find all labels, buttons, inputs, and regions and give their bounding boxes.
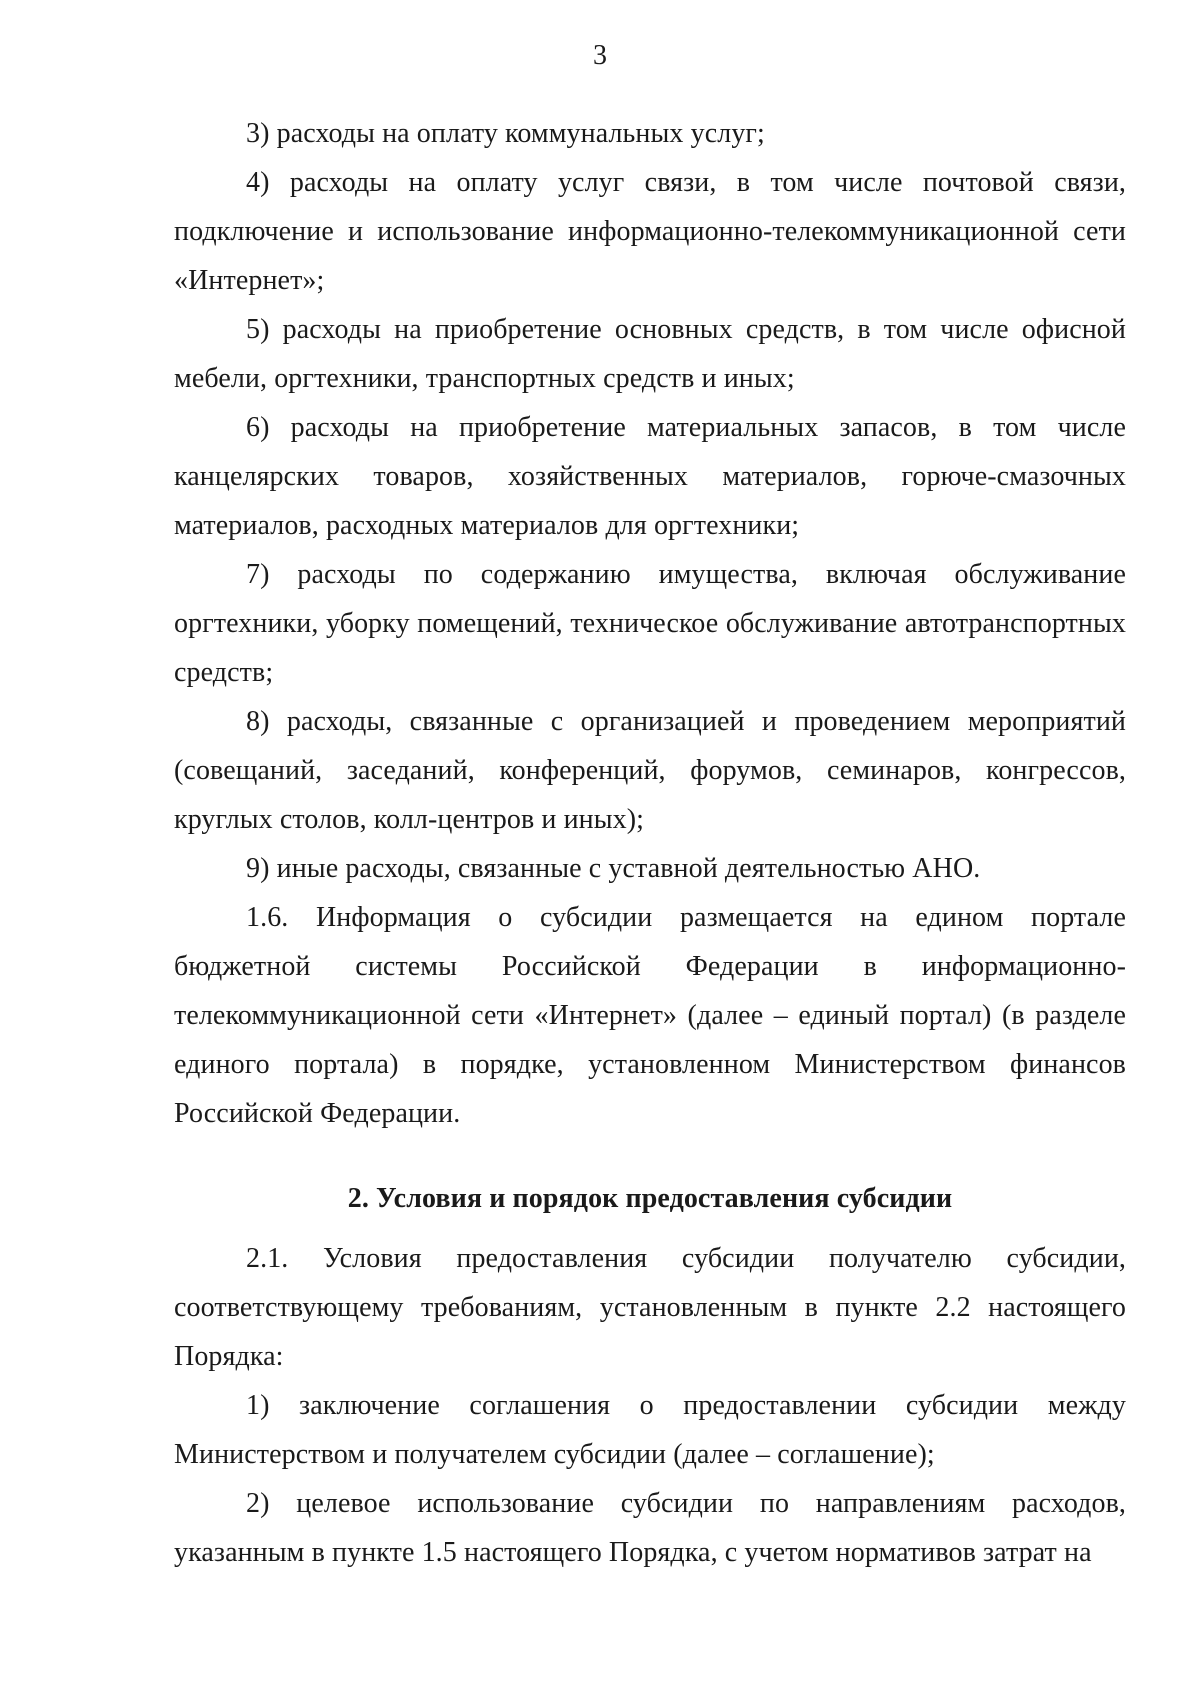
paragraph-item-3: 3) расходы на оплату коммунальных услуг;: [246, 118, 765, 149]
paragraph-clause-1-6: 1.6. Информация о субсидии размещается на едином портале бюджетной системы Российской Федерации в информационно-телекоммуникационной сети «Интернет» (далее – единый портал) (в разделе единого портала) в порядке, установленном Министерством финансов Российской Федерации.: [174, 902, 1126, 1129]
paragraph-item-6: 6) расходы на приобретение материальных запасов, в том числе канцелярских товаров, хозяйственных материалов, горюче-смазочных материалов, расходных материалов для оргтехники;: [174, 412, 1126, 541]
paragraph-item-8: 8) расходы, связанные с организацией и проведением мероприятий (совещаний, заседаний, конференций, форумов, семинаров, конгрессов, круглых столов, колл-центров и иных);: [174, 706, 1126, 835]
paragraph-item-9: 9) иные расходы, связанные с уставной деятельностью АНО.: [246, 853, 981, 884]
paragraph-item-4: 4) расходы на оплату услуг связи, в том числе почтовой связи, подключение и использование информационно-телекоммуникационной сети «Интернет»;: [174, 167, 1126, 296]
paragraph-clause-2-1: 2.1. Условия предоставления субсидии получателю субсидии, соответствующему требованиям, установленным в пункте 2.2 настоящего Порядка:: [174, 1243, 1126, 1372]
section-heading: 2. Условия и порядок предоставления субсидии: [347, 1183, 953, 1214]
paragraph-condition-2: 2) целевое использование субсидии по направлениям расходов, указанным в пункте 1.5 настоящего Порядка, с учетом нормативов затрат на: [174, 1488, 1126, 1568]
page-number: 3: [593, 40, 607, 71]
document-body: [174, 109, 1126, 1577]
paragraph-item-7: 7) расходы по содержанию имущества, включая обслуживание оргтехники, уборку помещений, техническое обслуживание автотранспортных средств;: [174, 559, 1126, 688]
paragraph-item-5: 5) расходы на приобретение основных средств, в том числе офисной мебели, оргтехники, транспортных средств и иных;: [174, 314, 1126, 394]
paragraph-condition-1: 1) заключение соглашения о предоставлении субсидии между Министерством и получателем субсидии (далее – соглашение);: [174, 1390, 1126, 1470]
